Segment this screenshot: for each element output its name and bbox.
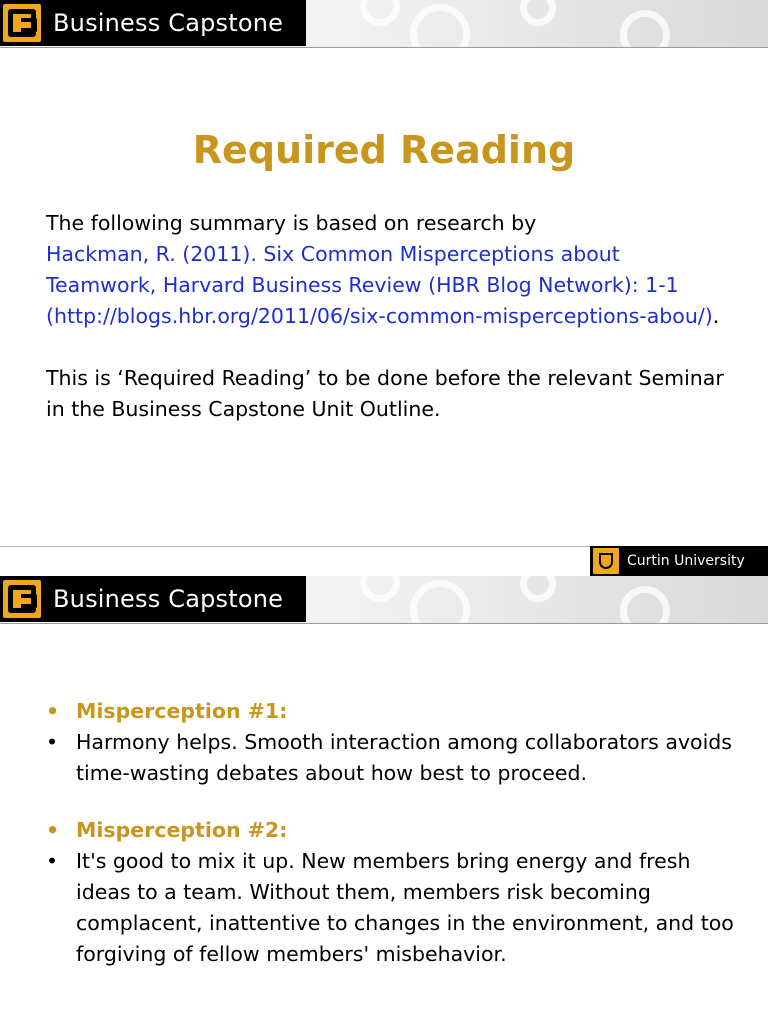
list-item xyxy=(46,727,746,789)
gear-decoration-icon xyxy=(410,4,470,48)
gear-decoration-icon xyxy=(620,586,670,624)
reference-end: . xyxy=(712,304,720,328)
brand-logo xyxy=(0,576,306,622)
bullet-icon: • xyxy=(46,699,60,723)
gear-decoration-icon xyxy=(520,0,556,26)
gear-decoration-icon xyxy=(360,0,400,26)
university-name: Curtin University xyxy=(627,553,745,569)
page-title: Required Reading xyxy=(192,128,576,172)
bullet-list xyxy=(46,696,746,970)
intro-text: The following summary is based on research by xyxy=(46,211,537,235)
brand-name: Business Capstone xyxy=(53,9,284,37)
brand-logo xyxy=(0,0,306,46)
reference-paragraph xyxy=(46,239,726,332)
slide-header xyxy=(0,0,768,48)
misperception-label: Misperception #1: xyxy=(76,699,288,723)
misperception-text: It's good to mix it up. New members bring energy and fresh ideas to a team. Without them, members risk becoming complacent, inattentive to changes in the environment, and too forgiving of fellow members' misbehavior. xyxy=(76,849,734,966)
gear-decoration-icon xyxy=(360,576,400,602)
required-note: This is ‘Required Reading’ to be done before the relevant Seminar in the Business Capstone Unit Outline. xyxy=(46,366,724,421)
gear-decoration-icon xyxy=(410,580,470,624)
body-text xyxy=(46,208,726,425)
curtin-crest-icon xyxy=(593,548,619,574)
slide-header xyxy=(0,576,768,624)
slide-2 xyxy=(0,576,768,1024)
bullet-icon: • xyxy=(46,849,59,873)
list-item xyxy=(46,696,746,727)
university-logo xyxy=(590,546,768,576)
gear-decoration-icon xyxy=(520,576,556,602)
gear-decoration-icon xyxy=(620,10,670,48)
capstone-logo-icon xyxy=(3,580,41,618)
capstone-logo-icon xyxy=(3,4,41,42)
list-item xyxy=(46,846,746,970)
misperception-text: Harmony helps. Smooth interaction among collaborators avoids time-wasting debates about how best to proceed. xyxy=(76,730,732,785)
bullet-icon: • xyxy=(46,818,60,842)
misperception-label: Misperception #2: xyxy=(76,818,288,842)
reference-link[interactable]: Hackman, R. (2011). Six Common Misperceptions about Teamwork, Harvard Business Review (HBR Blog Network): 1-1 (http://blogs.hbr.org/2011/06/six-common-misperceptions-abou/) xyxy=(46,242,713,328)
bullet-icon: • xyxy=(46,730,59,754)
list-item xyxy=(46,815,746,846)
brand-name: Business Capstone xyxy=(53,585,284,613)
